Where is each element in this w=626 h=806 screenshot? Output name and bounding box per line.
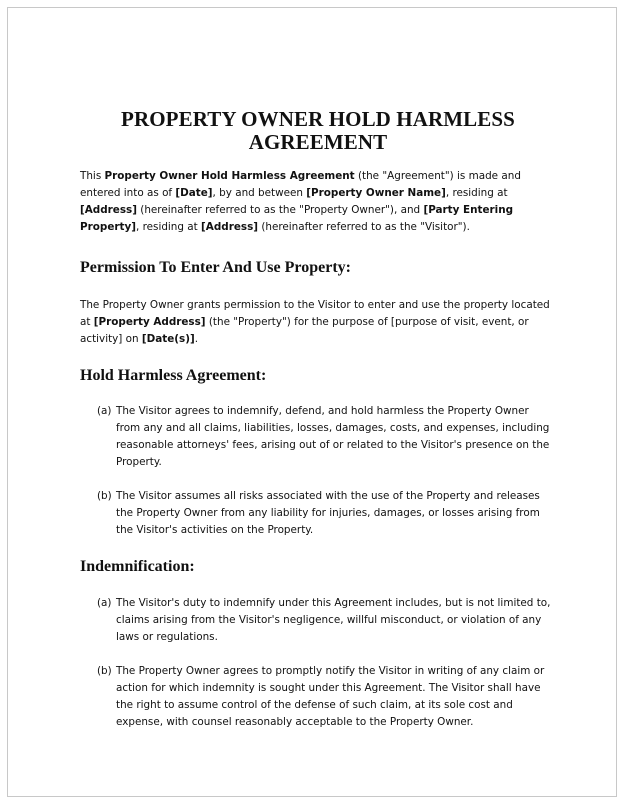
hold-harmless-list [80,403,556,539]
list-item [80,488,556,539]
permission-text-2: (the "Property") for the purpose of [purpose of visit, event, or activity] on [80,316,529,345]
intro-text-2: (the "Agreement") is made and entered into as of [80,170,521,199]
intro-bold-date: [Date] [175,187,213,199]
intro-bold-party: [Party Entering Property] [80,204,514,233]
list-item [80,403,556,471]
list-marker [80,663,116,731]
list-item-text: The Visitor's duty to indemnify under this Agreement includes, but is not limited to, claims arising from the Visitor's negligence, willful misconduct, or violation of any laws or regulations. [116,597,551,643]
permission-paragraph [80,297,556,348]
list-item [80,595,556,646]
intro-text-1: This [80,170,105,182]
list-marker [80,488,116,539]
intro-text-5: (hereinafter referred to as the "Property Owner"), and [136,204,424,216]
intro-text-7: (hereinafter referred to as the "Visitor"). [258,221,470,233]
list-marker [80,403,116,471]
permission-bold-dates: [Date(s)] [141,333,195,345]
document-page [7,7,617,797]
intro-text-3: , by and between [212,187,307,199]
list-item-text: The Property Owner agrees to promptly notify the Visitor in writing of any claim or action for which indemnity is sought under this Agreement. The Visitor shall have the right to assume control of the defense of such claim, at its sole cost and expense, with counsel reasonably acceptable to the Property Owner. [116,665,545,728]
document-content [80,108,556,731]
list-marker-label: (b) [97,665,112,677]
list-marker-label: (a) [97,597,112,609]
permission-text-1: The Property Owner grants permission to the Visitor to enter and use the property located at [80,299,550,328]
list-marker-label: (a) [97,405,112,417]
document-title [80,108,556,154]
permission-text-3: . [194,333,199,345]
list-marker-label: (b) [97,490,112,502]
intro-bold-owner-address: [Address] [80,204,137,216]
section-heading-hold-harmless: Hold Harmless Agreement: [80,367,267,384]
permission-bold-address: [Property Address] [93,316,206,328]
section-heading-indemnification: Indemnification: [80,558,195,575]
list-item-text: The Visitor agrees to indemnify, defend, and hold harmless the Property Owner from any and all claims, liabilities, losses, damages, costs, and expenses, including reasonable attorneys' fees, arising out of or related to the Visitor's presence on the Property. [116,405,550,468]
title-line-1: PROPERTY OWNER HOLD HARMLESS [121,107,515,131]
intro-paragraph [80,168,556,236]
list-marker [80,595,116,646]
list-item-text: The Visitor assumes all risks associated with the use of the Property and releases the Property Owner from any liability for injuries, damages, or losses arising from the Visitor's activities on the Property. [116,490,540,536]
title-line-2: AGREEMENT [248,130,388,154]
intro-bold-party-address: [Address] [201,221,259,233]
intro-bold-owner-name: [Property Owner Name] [306,187,446,199]
list-item [80,663,556,731]
intro-text-6: , residing at [135,221,202,233]
indemnification-list [80,595,556,731]
section-heading-permission: Permission To Enter And Use Property: [80,259,351,276]
intro-bold-agreement-name: Property Owner Hold Harmless Agreement [104,170,355,182]
intro-text-4: , residing at [445,187,508,199]
